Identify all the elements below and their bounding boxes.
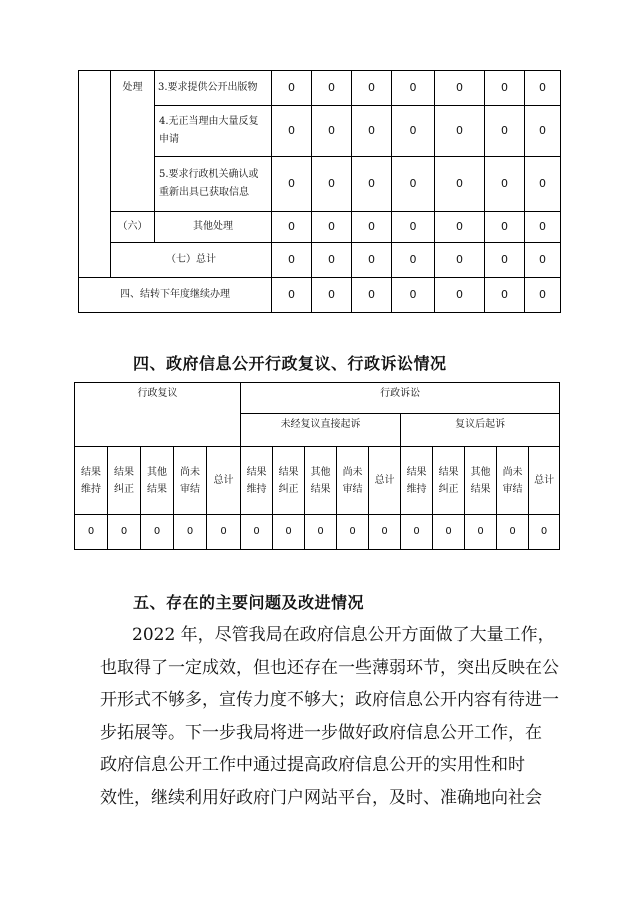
table-cell: 0 bbox=[392, 243, 435, 278]
table-row bbox=[75, 383, 560, 414]
table-cell: 0 bbox=[312, 157, 352, 212]
table-cell: 0 bbox=[497, 515, 529, 550]
table-row bbox=[79, 243, 561, 278]
table-cell: 0 bbox=[435, 243, 485, 278]
section-heading-review-lawsuit: 四、政府信息公开行政复议、行政诉讼情况 bbox=[133, 354, 447, 373]
direct-suit-header: 未经复议直接起诉 bbox=[241, 414, 401, 447]
col-header: 总计 bbox=[529, 447, 560, 515]
table-cell: 0 bbox=[272, 278, 312, 313]
col-header: 尚未 审结 bbox=[337, 447, 369, 515]
table-cell: 0 bbox=[485, 157, 525, 212]
row-label: 其他处理 bbox=[155, 212, 272, 243]
paragraph-line: 也取得了一定成效，但也还存在一些薄弱环节，突出反映在公 bbox=[100, 657, 559, 678]
table-cell: 0 bbox=[312, 212, 352, 243]
table-cell: 0 bbox=[352, 106, 392, 157]
review-lawsuit-table bbox=[74, 382, 560, 550]
table-cell: 0 bbox=[305, 515, 337, 550]
table-cell: 0 bbox=[272, 106, 312, 157]
table-cell: 0 bbox=[352, 212, 392, 243]
table-cell: 0 bbox=[352, 243, 392, 278]
col-header: 结果 纠正 bbox=[273, 447, 305, 515]
table-cell: 0 bbox=[392, 106, 435, 157]
table-cell: 0 bbox=[433, 515, 465, 550]
handling-results-table bbox=[78, 70, 561, 313]
table-cell: 0 bbox=[485, 243, 525, 278]
table-cell: 0 bbox=[352, 157, 392, 212]
table-cell: 0 bbox=[435, 278, 485, 313]
table-cell: 0 bbox=[75, 515, 108, 550]
table-cell: 0 bbox=[435, 157, 485, 212]
table-cell: 0 bbox=[108, 515, 141, 550]
table-cell: 0 bbox=[435, 106, 485, 157]
col-header: 结果 维持 bbox=[241, 447, 273, 515]
col-header: 结果 维持 bbox=[401, 447, 433, 515]
row-group-blank bbox=[79, 71, 111, 278]
table-cell: 0 bbox=[465, 515, 497, 550]
paragraph-line: 开形式不够多，宣传力度不够大；政府信息公开内容有待进一 bbox=[100, 690, 559, 710]
table-cell: 0 bbox=[401, 515, 433, 550]
paragraph-line: 效性，继续利用好政府门户网站平台，及时、准确地向社会 bbox=[100, 787, 542, 808]
col-header: 尚未 审结 bbox=[497, 447, 529, 515]
table-row bbox=[79, 278, 561, 313]
paragraph-line: 政府信息公开工作中通过提高政府信息公开的实用性和时 bbox=[100, 755, 525, 775]
row-group-label: 处理 bbox=[111, 71, 155, 212]
table-cell: 0 bbox=[525, 212, 561, 243]
table-cell: 0 bbox=[272, 212, 312, 243]
table-cell: 0 bbox=[312, 278, 352, 313]
table-row bbox=[75, 515, 560, 550]
table-cell: 0 bbox=[273, 515, 305, 550]
table-cell: 0 bbox=[312, 71, 352, 106]
lawsuit-header: 行政诉讼 bbox=[241, 383, 560, 414]
table-cell: 0 bbox=[272, 243, 312, 278]
table-row bbox=[79, 212, 561, 243]
table-cell: 0 bbox=[312, 243, 352, 278]
table-cell: 0 bbox=[529, 515, 560, 550]
col-header: 总计 bbox=[369, 447, 401, 515]
col-header: 其他 结果 bbox=[141, 447, 174, 515]
table-cell: 0 bbox=[141, 515, 174, 550]
table-cell: 0 bbox=[525, 278, 561, 313]
col-header: 其他 结果 bbox=[465, 447, 497, 515]
col-header: 结果 维持 bbox=[75, 447, 108, 515]
table-cell: 0 bbox=[525, 243, 561, 278]
col-header: 结果 纠正 bbox=[433, 447, 465, 515]
table-row bbox=[79, 71, 561, 106]
paragraph-line: 步拓展等。下一步我局将进一步做好政府信息公开工作，在 bbox=[100, 722, 542, 743]
table-cell: 0 bbox=[272, 71, 312, 106]
section-heading-issues: 五、存在的主要问题及改进情况 bbox=[133, 593, 365, 612]
table-cell: 0 bbox=[435, 212, 485, 243]
table-cell: 0 bbox=[241, 515, 273, 550]
paragraph-line: 2022 年，尽管我局在政府信息公开方面做了大量工作， bbox=[132, 625, 555, 645]
table-cell: 0 bbox=[392, 157, 435, 212]
row-number: （六） bbox=[111, 212, 155, 243]
table-cell: 0 bbox=[352, 278, 392, 313]
after-review-header: 复议后起诉 bbox=[401, 414, 560, 447]
row-label: 四、结转下年度继续办理 bbox=[79, 278, 272, 313]
review-header: 行政复议 bbox=[75, 383, 241, 447]
table-cell: 0 bbox=[272, 157, 312, 212]
issues-paragraph bbox=[100, 619, 559, 814]
table-row bbox=[75, 447, 560, 515]
table-cell: 0 bbox=[392, 212, 435, 243]
table-cell: 0 bbox=[207, 515, 241, 550]
table-cell: 0 bbox=[525, 157, 561, 212]
table-cell: 0 bbox=[352, 71, 392, 106]
table-cell: 0 bbox=[485, 212, 525, 243]
col-header: 尚未 审结 bbox=[174, 447, 207, 515]
table-cell: 0 bbox=[392, 71, 435, 106]
row-label: （七）总计 bbox=[111, 243, 272, 278]
row-label: 3.要求提供公开出版物 bbox=[155, 71, 272, 106]
col-header: 总计 bbox=[207, 447, 241, 515]
table-cell: 0 bbox=[485, 71, 525, 106]
row-label: 5.要求行政机关确认或重新出具已获取信息 bbox=[155, 157, 272, 212]
col-header: 结果 纠正 bbox=[108, 447, 141, 515]
table-cell: 0 bbox=[312, 106, 352, 157]
table-cell: 0 bbox=[485, 278, 525, 313]
table-cell: 0 bbox=[525, 106, 561, 157]
table-cell: 0 bbox=[525, 71, 561, 106]
table-cell: 0 bbox=[392, 278, 435, 313]
col-header: 其他 结果 bbox=[305, 447, 337, 515]
table-cell: 0 bbox=[435, 71, 485, 106]
row-label: 4.无正当理由大量反复申请 bbox=[155, 106, 272, 157]
table-cell: 0 bbox=[337, 515, 369, 550]
table-cell: 0 bbox=[369, 515, 401, 550]
table-cell: 0 bbox=[174, 515, 207, 550]
table-cell: 0 bbox=[485, 106, 525, 157]
